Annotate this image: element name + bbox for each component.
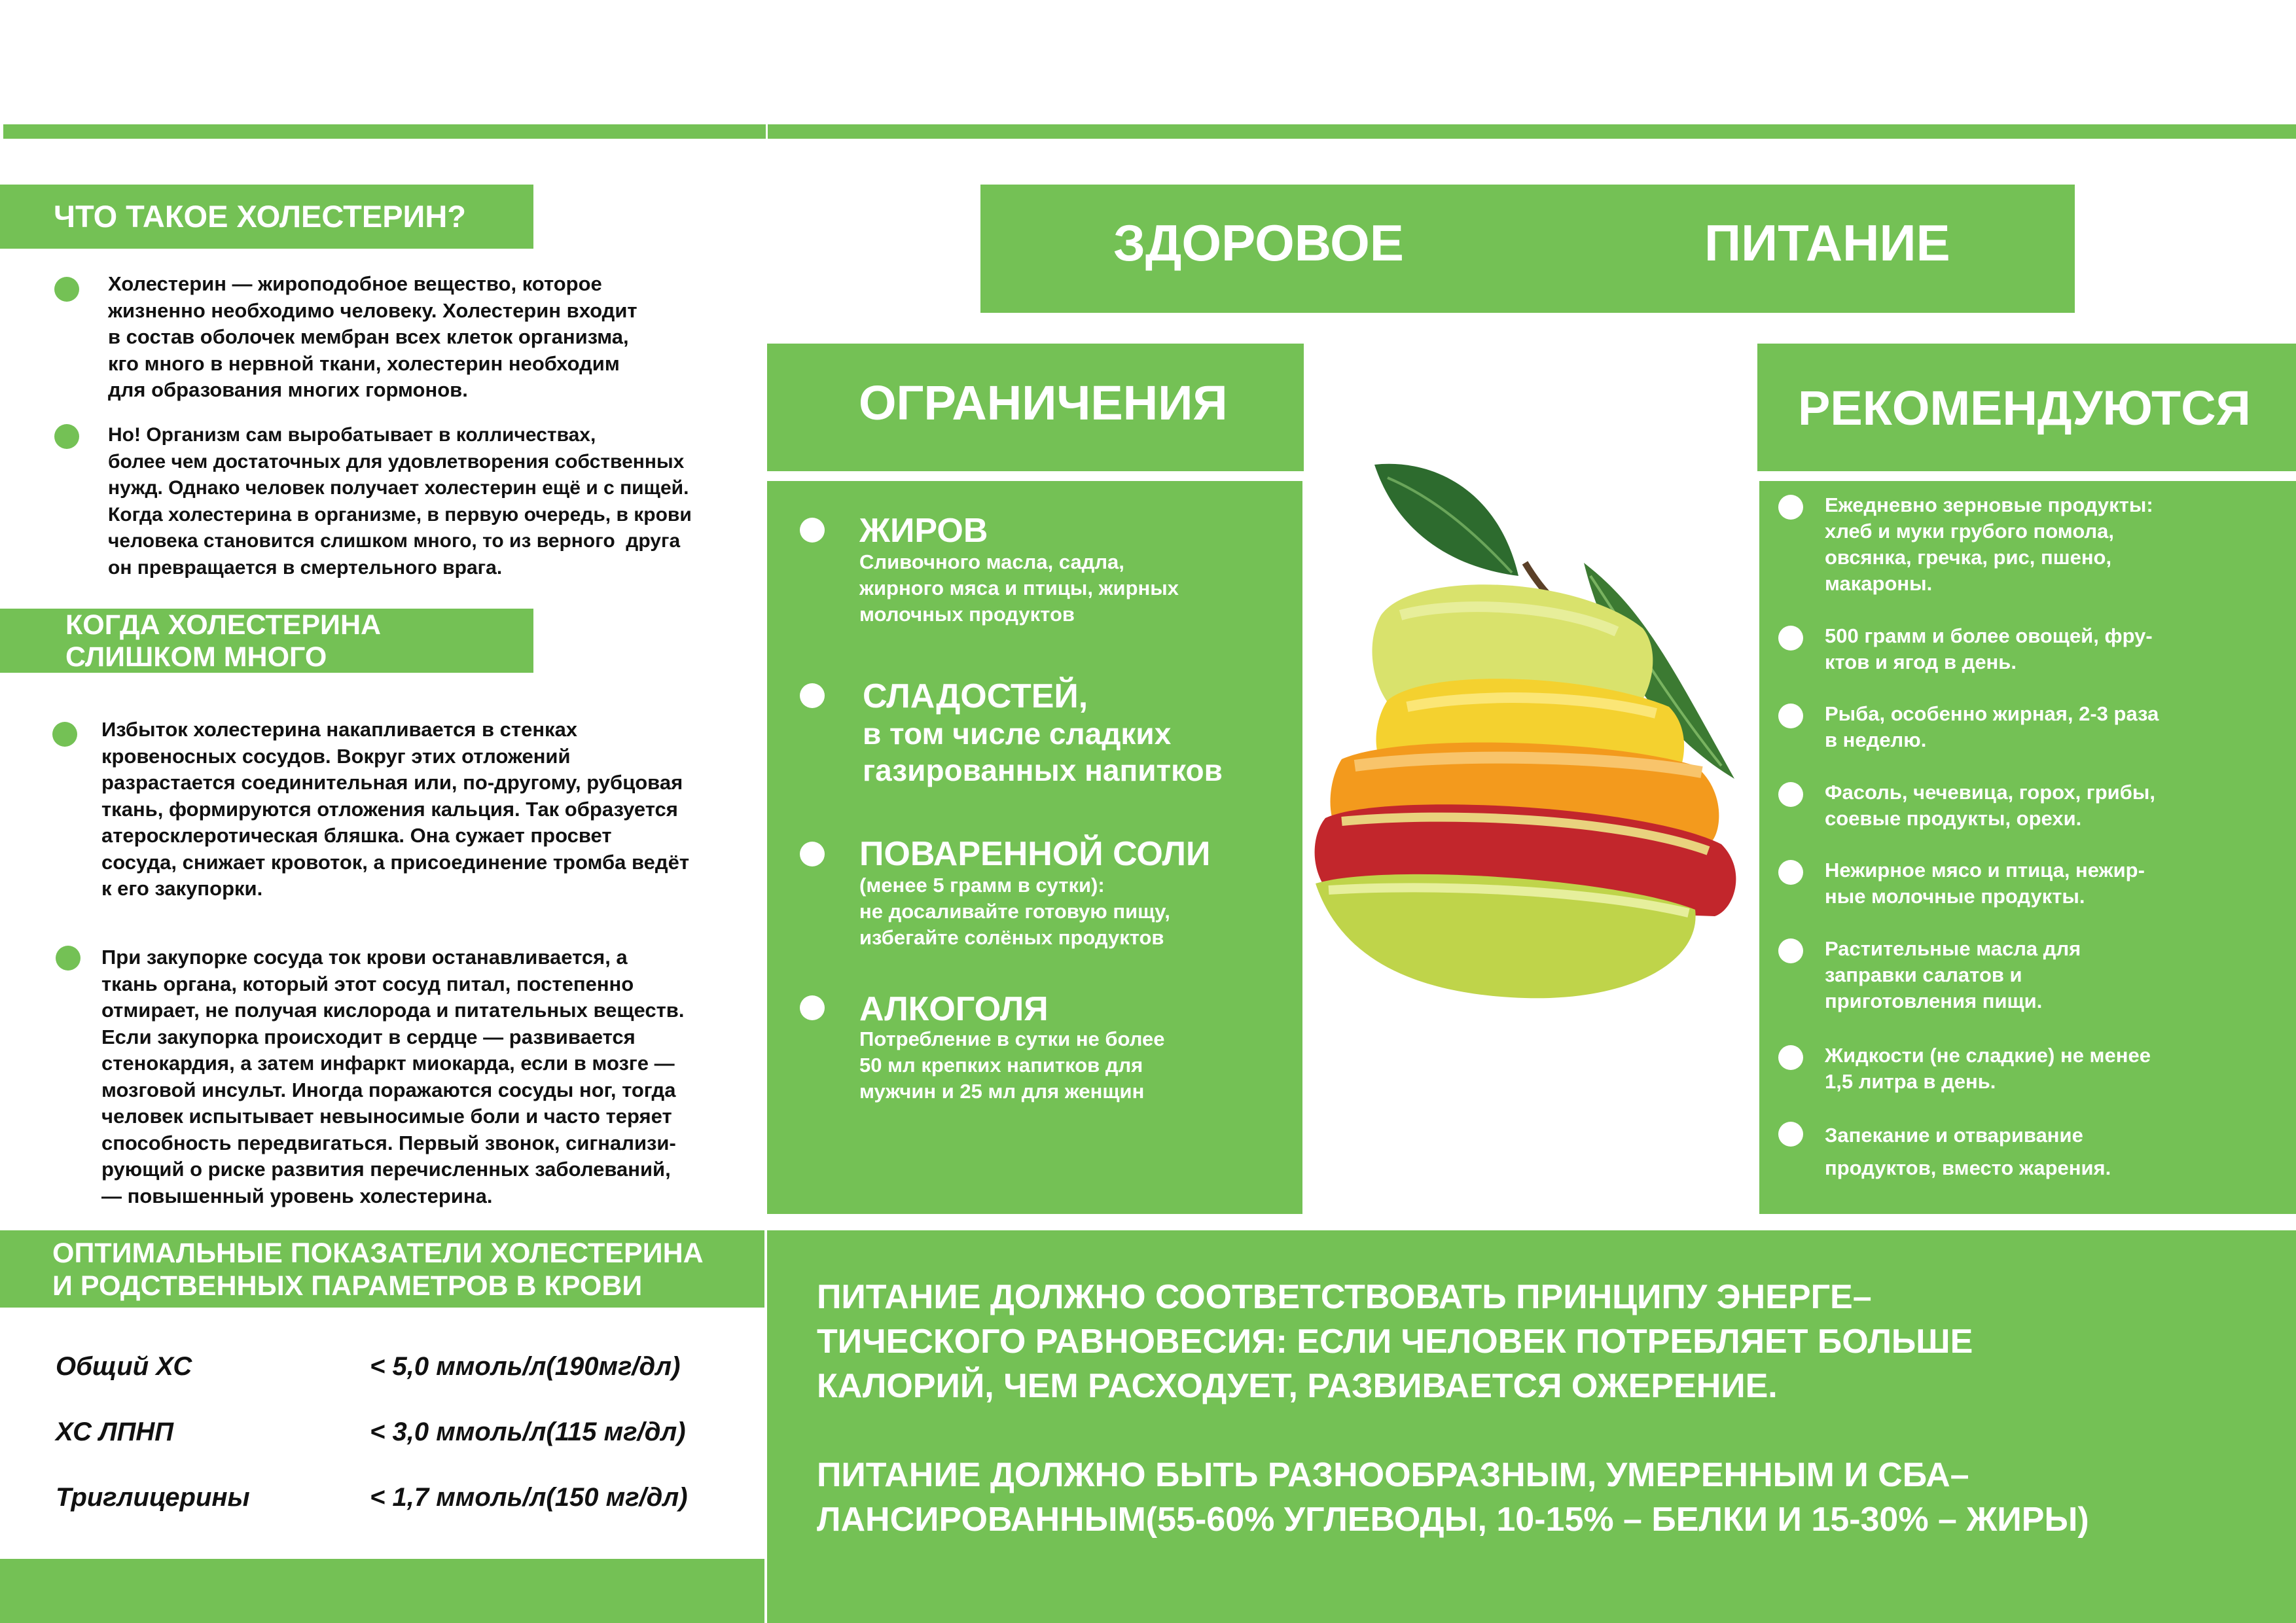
recommended-item: Растительные масла для заправки салатов и приготовления пищи. [1825,937,2081,1012]
recommended-item: Фасоль, чечевица, горох, грибы, соевые продукты, орехи. [1825,781,2155,830]
limit-text-fats: Сливочного масла, садла, жирного мяса и птицы, жирных молочных продуктов [859,550,1179,626]
table-row-name: ХС ЛПНП [56,1418,174,1446]
table-row-value: < 5,0 ммоль/л(190мг/дл) [370,1352,681,1381]
bullet-dot [52,722,77,747]
toomuch-header: КОГДА ХОЛЕСТЕРИНА СЛИШКОМ МНОГО [0,609,533,673]
about-paragraph-2: Но! Организм сам выробатывает в колличествах, более чем достаточных для удовлетворения собственных нужд. Однако человек получает холестерин ещё и с пищей. Когда холестерина в организме, в первую очередь, в крови человека становится слишком много, то из верного друга он превращается в смертельного врага. [108,424,692,579]
title-word-2: ПИТАНИЕ [1704,214,1950,272]
principle-energy-balance: ПИТАНИЕ ДОЛЖНО СООТВЕТСТВОВАТЬ ПРИНЦИПУ ЭНЕРГЕ– ТИЧЕСКОГО РАВНОВЕСИЯ: ЕСЛИ ЧЕЛОВЕК ПОТРЕБЛЯЕТ БОЛЬШЕ КАЛОРИЙ, ЧЕМ РАСХОДУЕТ, РАЗВИВАЕТСЯ ОЖЕРЕНИЕ. [817,1278,1973,1405]
bullet-dot [1778,1122,1803,1147]
recommended-item: Нежирное мясо и птица, нежир- ные молочные продукты. [1825,859,2145,908]
toomuch-paragraph-1: Избыток холестерина накапливается в стенках кровеносных сосудов. Вокруг этих отложений разрастается соединительная или, по-другому, рубцовая ткань, формируются отложения кальция. Так образуется атеросклеротическая бляшка. Она сужает просвет сосуда, снижает кровоток, а присоединение тромба ведёт к его закупорки. [101,718,690,900]
limit-title-alcohol: АЛКОГОЛЯ [859,990,1049,1028]
about-paragraph-1: Холестерин — жироподобное вещество, которое жизненно необходимо человеку. Холестерин входит в состав оболочек мембран всех клеток организма, кго много в нервной ткани, холестерин необходим для образования многих гормонов. [108,272,637,401]
optimal-header: ОПТИМАЛЬНЫЕ ПОКАЗАТЕЛИ ХОЛЕСТЕРИНА И РОДСТВЕННЫХ ПАРАМЕТРОВ В КРОВИ [0,1230,764,1308]
about-header: ЧТО ТАКОЕ ХОЛЕСТЕРИН? [0,185,533,249]
bullet-dot [54,277,79,302]
bullet-dot [54,424,79,449]
bullet-dot [1778,860,1803,885]
principle-balanced-diet: ПИТАНИЕ ДОЛЖНО БЫТЬ РАЗНООБРАЗНЫМ, УМЕРЕННЫМ И СБА– ЛАНСИРОВАННЫМ(55-60% УГЛЕВОДЫ, 10-15% – БЕЛКИ И 15-30% – ЖИРЫ) [817,1456,2089,1539]
bullet-dot [800,842,825,866]
limit-title-fats: ЖИРОВ [859,512,988,550]
recommended-header: РЕКОМЕНДУЮТСЯ [1757,344,2296,471]
bullet-dot [800,518,825,543]
limits-header: ОГРАНИЧЕНИЯ [767,344,1304,471]
limit-text-alcohol: Потребление в сутки не более 50 мл крепких напитков для мужчин и 25 мл для женщин [859,1027,1165,1103]
table-row-name: Триглицерины [56,1483,250,1512]
limit-text-sweets: в том числе сладких газированных напитков [863,717,1223,787]
recommended-item: Жидкости (не сладкие) не менее 1,5 литра в день. [1825,1044,2151,1093]
bullet-dot [1778,495,1803,520]
bullet-dot [1778,626,1803,651]
bullet-dot [1778,1045,1803,1070]
limit-title-salt: ПОВАРЕННОЙ СОЛИ [859,835,1211,873]
title-word-1: ЗДОРОВОЕ [1113,214,1404,272]
table-row-value: < 1,7 ммоль/л(150 мг/дл) [370,1483,688,1512]
recommended-item: 500 грамм и более овощей, фру- ктов и ягод в день. [1825,624,2153,673]
bullet-dot [56,946,81,971]
bullet-dot [1778,704,1803,728]
limit-title-sweets: СЛАДОСТЕЙ, [863,677,1088,715]
bottom-bar-left [0,1559,764,1623]
recommended-item: Запекание и отваривание продуктов, вместо жарения. [1825,1124,2111,1179]
recommended-item: Рыба, особенно жирная, 2-3 раза в неделю. [1825,702,2159,751]
fruit-illustration [1302,452,1761,1001]
bullet-dot [800,995,825,1020]
table-row-value: < 3,0 ммоль/л(115 мг/дл) [370,1418,686,1446]
recommended-item: Ежедневно зерновые продукты: хлеб и муки грубого помола, овсянка, гречка, рис, пшено, макароны. [1825,493,2153,595]
limit-text-salt: (менее 5 грамм в сутки): не досаливайте готовую пищу, избегайте солёных продуктов [859,874,1170,949]
title-banner [980,185,2075,313]
table-row-name: Общий ХС [56,1352,192,1381]
bullet-dot [1778,782,1803,807]
top-rule-left [3,124,766,139]
bullet-dot [1778,938,1803,963]
bullet-dot [800,683,825,708]
toomuch-paragraph-2: При закупорке сосуда ток крови останавливается, а ткань органа, который этот сосуд питал, постепенно отмирает, не получая кислорода и питательных веществ. Если закупорка происходит в сердце — развивается стенокардия, а затем инфаркт миокарда, если в мозге — мозговой инсульт. Иногда поражаются сосуды ног, тогда человек испытывает невыносимые боли и часто теряет способность передвигаться. Первый звонок, сигнализи- рующий о риске развития перечисленных заболеваний, — повышенный уровень холестерина. [101,946,685,1207]
top-rule-right [768,124,2296,139]
